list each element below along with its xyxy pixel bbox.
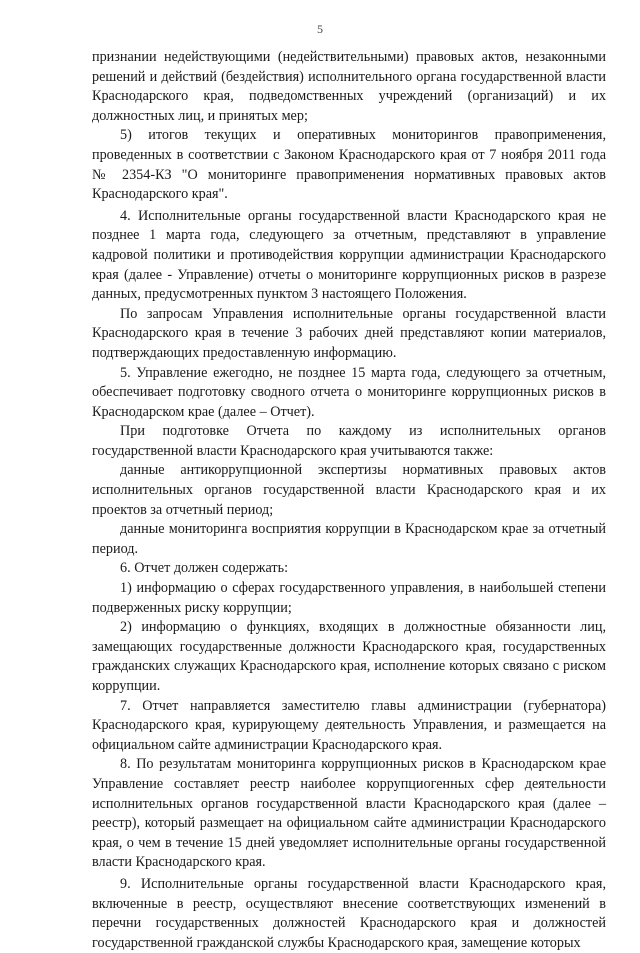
paragraph-requests: По запросам Управления исполнительные органы государственной власти Краснодарского края в течение 3 рабочих дней представляют копии материалов, подтверждающих предоставленную информацию. [92, 305, 606, 361]
paragraph-report-preparation: При подготовке Отчета по каждому из исполнительных органов государственной власти Краснодарского края учитываются также: [92, 423, 606, 459]
paragraph-section-8: 8. По результатам мониторинга коррупционных рисков в Краснодарском крае Управление составляет реестр наиболее коррупциогенных сфер деятельности исполнительных органов государственной власти Краснодарского края (далее – реестр), который размещает на официальном сайте администрации Краснодарского края, о чем в течение 15 дней уведомляет исполнительные органы государственной власти Краснодарского края. [92, 756, 606, 871]
paragraph-section-6: 6. Отчет должен содержать: [120, 560, 289, 577]
document-body [92, 48, 606, 953]
paragraph-continuation: признании недействующими (недействительными) правовых актов, незаконными решений и действий (бездействия) исполнительного органа государственной власти Краснодарского края, подведомственных учреждений (организаций) и их должностных лиц, и принятых мер; [92, 49, 606, 124]
paragraph-section-5: 5. Управление ежегодно, не позднее 15 марта года, следующего за отчетным, обеспечивает подготовку сводного отчета о мониторинге коррупционных рисков в Краснодарском крае (далее – Отчет). [92, 364, 606, 420]
paragraph-item-5: 5) итогов текущих и оперативных мониторингов правоприменения, проведенных в соответствии с Законом Краснодарского края от 7 ноября 2011 года № 2354-КЗ "О мониторинге правоприменения нормативных правовых актов Краснодарского края". [92, 127, 606, 203]
paragraph-section-7: 7. Отчет направляется заместителю главы администрации (губернатора) Краснодарского края, курирующему деятельность Управления, и размещается на официальном сайте администрации Краснодарского края. [92, 697, 606, 753]
paragraph-perception-data: данные мониторинга восприятия коррупции в Краснодарском крае за отчетный период. [92, 521, 606, 557]
paragraph-section-4: 4. Исполнительные органы государственной власти Краснодарского края не позднее 1 марта года, следующего за отчетным, представляют в управление кадровой политики и противодействия коррупции администрации Краснодарского края (далее - Управление) отчеты о мониторинге коррупционных рисков в разрезе данных, предусмотренных пунктом 3 настоящего Положения. [92, 207, 606, 303]
paragraph-expertise-data: данные антикоррупционной экспертизы нормативных правовых актов исполнительных органов государственной власти Краснодарского края и их проектов за отчетный период; [92, 462, 606, 518]
paragraph-item-1: 1) информацию о сферах государственного управления, в наибольшей степени подверженных риску коррупции; [92, 580, 606, 616]
paragraph-item-2: 2) информацию о функциях, входящих в должностные обязанности лиц, замещающих государственные должности Краснодарского края, государственных гражданских служащих Краснодарского края, исполнение которых связано с риском коррупции. [92, 619, 606, 694]
paragraph-section-9: 9. Исполнительные органы государственной власти Краснодарского края, включенные в реестр, осуществляют внесение соответствующих изменений в перечни государственных должностей Краснодарского края и должностей государственной гражданской службы Краснодарского края, замещение которых [92, 875, 606, 951]
page-number: 5 [317, 22, 323, 36]
